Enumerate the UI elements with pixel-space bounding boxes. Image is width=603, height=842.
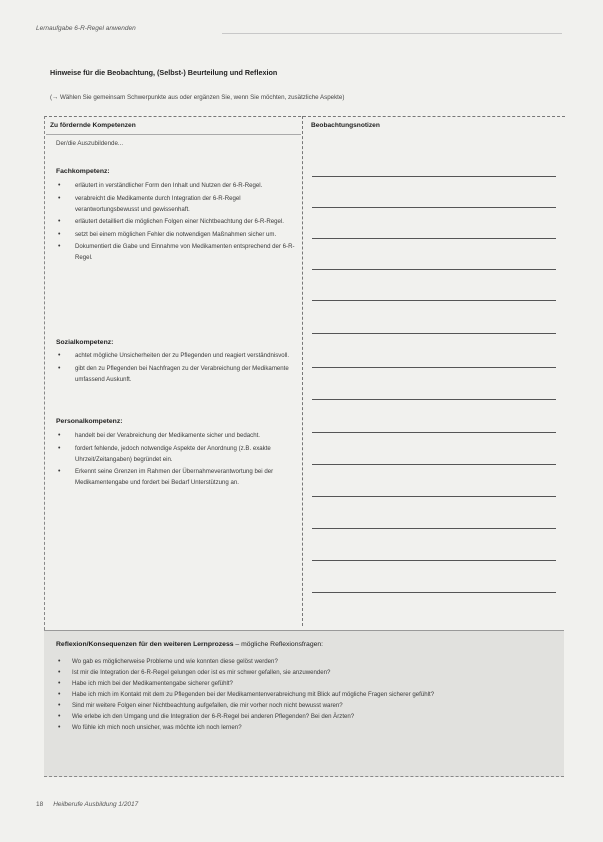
notes-column-header: Beobachtungsnotizen bbox=[311, 122, 380, 129]
list-item: • Erkennt seine Grenzen im Rahmen der Übernahmeverantwortung bei der Medikamentengabe und fordert bei Bedarf Unterstützung an. bbox=[58, 468, 274, 486]
category-title-sozialkompetenz: Sozialkompetenz: bbox=[56, 339, 114, 346]
sozialkompetenz-list bbox=[56, 350, 298, 386]
reflection-question: • Wo gab es möglicherweise Probleme und wie konnten diese gelöst werden? bbox=[58, 658, 278, 665]
reflection-questions-list bbox=[56, 657, 556, 734]
list-item: • fordert fehlende, jedoch notwendige Aspekte der Anordnung (z.B. exakte Uhrzeit/Zeitangaben) begründet ein. bbox=[58, 444, 271, 463]
note-line[interactable] bbox=[312, 367, 556, 368]
page-footer bbox=[36, 801, 138, 808]
fachkompetenz-list bbox=[56, 180, 298, 265]
list-item: • handelt bei der Verabreichung der Medikamente sicher und bedacht. bbox=[58, 432, 260, 439]
reflection-question: • Wo fühle ich mich noch unsicher, was möchte ich noch lernen? bbox=[58, 724, 242, 731]
note-line[interactable] bbox=[312, 496, 556, 497]
note-line[interactable] bbox=[312, 300, 556, 301]
publication-name: Heilberufe Ausbildung 1/2017 bbox=[53, 801, 139, 808]
list-item: • erläutert detailliert die möglichen Folgen einer Nichtbeachtung der 6-R-Regel. bbox=[58, 218, 284, 225]
note-line[interactable] bbox=[312, 176, 556, 177]
note-line[interactable] bbox=[312, 528, 556, 529]
personalkompetenz-list bbox=[56, 430, 298, 490]
column-divider bbox=[302, 116, 303, 626]
category-title-fachkompetenz: Fachkompetenz: bbox=[56, 168, 110, 175]
header-underline bbox=[46, 134, 301, 135]
note-line[interactable] bbox=[312, 464, 556, 465]
reflection-question: • Ist mir die Integration der 6-R-Regel gelungen oder ist es mir schwer gefallen, sie anzuwenden? bbox=[58, 669, 331, 676]
table-intro: Der/die Auszubildende... bbox=[56, 140, 124, 147]
note-line[interactable] bbox=[312, 432, 556, 433]
note-line[interactable] bbox=[312, 592, 556, 593]
running-header: Lernaufgabe 6-R-Regel anwenden bbox=[36, 25, 136, 32]
note-line[interactable] bbox=[312, 238, 556, 239]
list-item: • erläutert in verständlicher Form den Inhalt und Nutzen der 6-R-Regel. bbox=[58, 182, 263, 189]
note-line[interactable] bbox=[312, 207, 556, 208]
note-line[interactable] bbox=[312, 269, 556, 270]
competencies-column-header: Zu fördernde Kompetenzen bbox=[50, 122, 136, 129]
category-title-personalkompetenz: Personalkompetenz: bbox=[56, 418, 123, 425]
reflection-question: • Sind mir weitere Folgen einer Nichtbeachtung aufgefallen, die mir vorher noch nicht bewusst waren? bbox=[58, 702, 343, 709]
note-line[interactable] bbox=[312, 399, 556, 400]
reflection-title: Reflexion/Konsequenzen für den weiteren Lernprozess – mögliche Reflexionsfragen: bbox=[56, 641, 324, 648]
list-item: • gibt den zu Pflegenden bei Nachfragen zu der Verabreichung der Medikamente umfassend Auskunft. bbox=[58, 364, 289, 383]
header-rule bbox=[222, 33, 562, 34]
list-item: • Dokumentiert die Gabe und Einnahme von Medikamenten entsprechend der 6-R-Regel. bbox=[58, 243, 295, 261]
reflection-question: • Habe ich mich bei der Medikamentengabe sicherer gefühlt? bbox=[58, 680, 233, 687]
note-line[interactable] bbox=[312, 333, 556, 334]
note-line[interactable] bbox=[312, 560, 556, 561]
list-item: • verabreicht die Medikamente durch Integration der 6-R-Regel verantwortungsbewusst und gewissenhaft. bbox=[58, 194, 241, 213]
reflection-question: • Wie erlebe ich den Umgang und die Integration der 6-R-Regel bei anderen Pflegenden? Bei den Ärzten? bbox=[58, 713, 355, 720]
instruction-text: (→ Wählen Sie gemeinsam Schwerpunkte aus oder ergänzen Sie, wenn Sie möchten, zusätzliche Aspekte) bbox=[50, 94, 345, 101]
section-title: Hinweise für die Beobachtung, (Selbst-) Beurteilung und Reflexion bbox=[50, 68, 278, 77]
list-item: • setzt bei einem möglichen Fehler die notwendigen Maßnahmen sicher um. bbox=[58, 230, 277, 238]
page-number: 18 bbox=[36, 801, 44, 808]
reflection-question: • Habe ich mich im Kontakt mit dem zu Pflegenden bei der Medikamentenverabreichung mit Blick auf mögliche Fragen sicherer gefühlt? bbox=[58, 691, 435, 698]
list-item: • achtet mögliche Unsicherheiten der zu Pflegenden und reagiert verständnisvoll. bbox=[58, 352, 290, 359]
